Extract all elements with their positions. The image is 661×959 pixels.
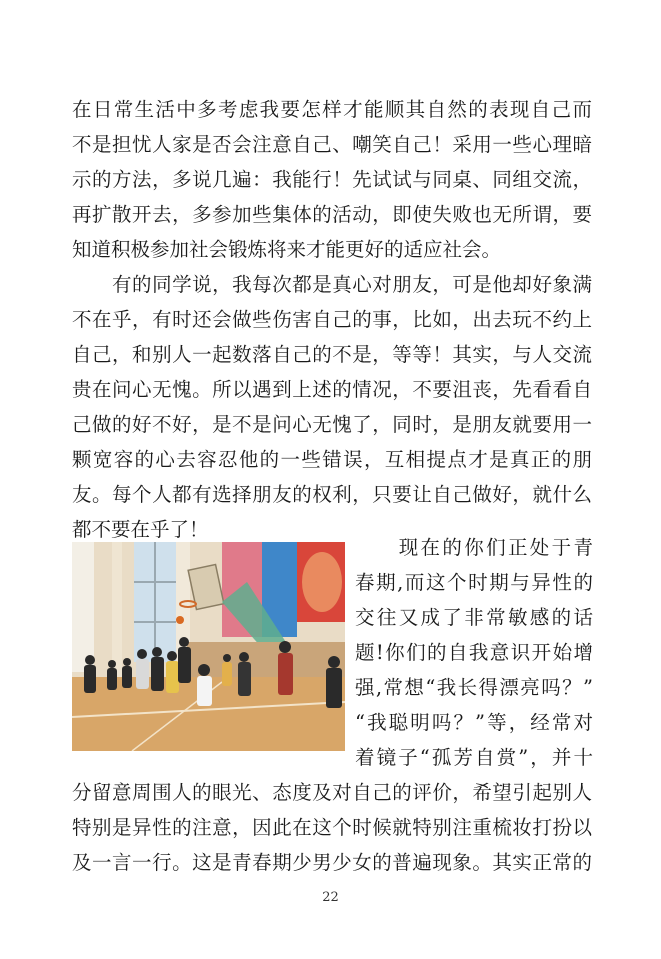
text-line: 友。每个人都有选择朋友的权利，只要让自己做好，就什么 — [72, 483, 592, 506]
basketball-gym-photo — [72, 542, 345, 751]
text-line: 不在乎，有时还会做些伤害自己的事，比如，出去玩不约上 — [72, 308, 592, 331]
text-line: 着镜子“孤芳自赏”，并十 — [355, 746, 593, 769]
text-line: 交往又成了非常敏感的话 — [355, 606, 593, 629]
text-line: 自己，和别人一起数落自己的不是，等等！其实，与人交流 — [72, 343, 592, 366]
text-line: 有的同学说，我每次都是真心对朋友，可是他却好象满 — [72, 273, 592, 296]
paragraph-4 — [72, 775, 592, 880]
text-line: 颗宽容的心去容忍他的一些错误，互相提点才是真正的朋 — [72, 448, 592, 471]
text-line: 强,常想“我长得漂亮吗？” — [355, 676, 593, 699]
text-line: 春期,而这个时期与异性的 — [355, 571, 593, 594]
text-line: 示的方法，多说几遍：我能行！先试试与同桌、同组交流， — [72, 168, 592, 191]
page-number: 22 — [322, 890, 339, 905]
text-line: 分留意周围人的眼光、态度及对自己的评价，希望引起别人 — [72, 781, 592, 804]
text-line: 不是担忧人家是否会注意自己、嘲笑自己！采用一些心理暗 — [72, 133, 592, 156]
text-line: 再扩散开去，多参加些集体的活动，即使失败也无所谓，要 — [72, 203, 592, 226]
text-line: 知道积极参加社会锻炼将来才能更好的适应社会。 — [72, 238, 502, 261]
text-line: 特别是异性的注意，因此在这个时候就特别注重梳妆打扮以 — [72, 816, 592, 839]
text-line: 在日常生活中多考虑我要怎样才能顺其自然的表现自己而 — [72, 98, 592, 121]
text-line: 己做的好不好，是不是问心无愧了，同时，是朋友就要用一 — [72, 413, 592, 436]
text-line: 现在的你们正处于青 — [355, 536, 593, 559]
text-line: “我聪明吗？”等，经常对 — [355, 711, 593, 734]
paragraph-3 — [355, 530, 593, 775]
paragraph-2 — [72, 267, 592, 547]
text-line: 贵在问心无愧。所以遇到上述的情况，不要沮丧，先看看自 — [72, 378, 592, 401]
paragraph-1 — [72, 92, 592, 267]
text-line: 及一言一行。这是青春期少男少女的普遍现象。其实正常的 — [72, 851, 592, 874]
text-line: 都不要在乎了！ — [72, 518, 209, 541]
text-line: 题!你们的自我意识开始增 — [355, 641, 593, 664]
